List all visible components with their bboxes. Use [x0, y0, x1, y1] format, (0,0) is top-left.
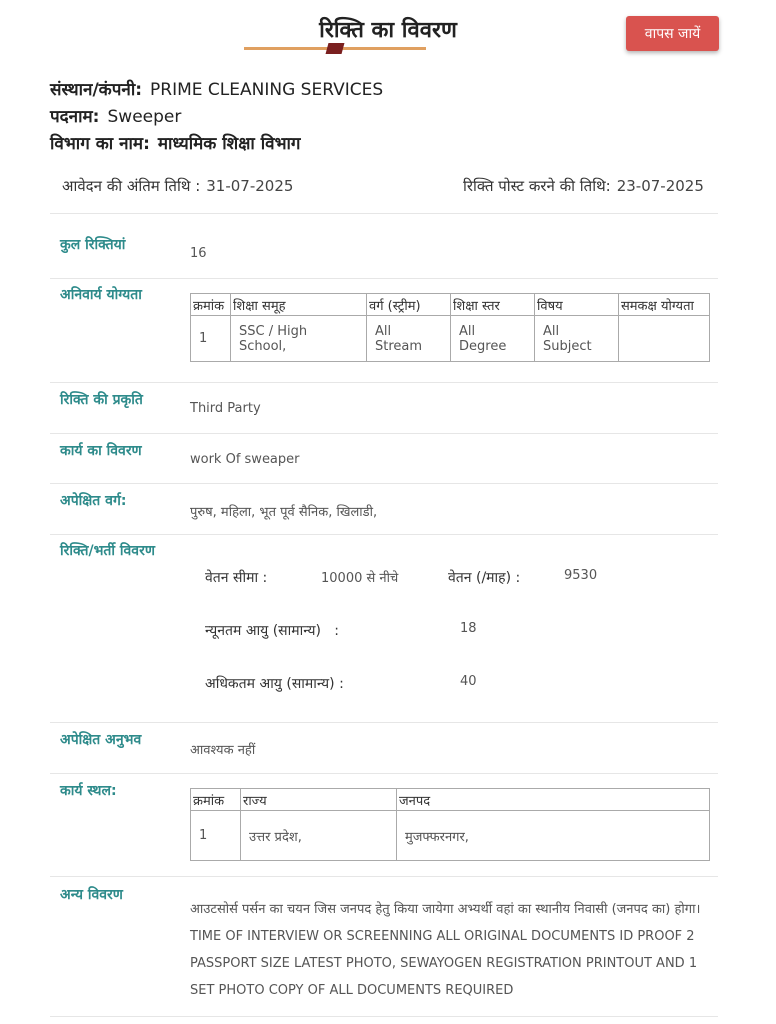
qualification-label: अनिवार्य योग्यता: [60, 287, 142, 303]
title-diamond-ornament: [326, 43, 345, 54]
divider: [50, 433, 718, 434]
table-header-row: [191, 294, 710, 316]
salary-range-label: वेतन सीमा :: [205, 570, 268, 586]
category-label: अपेक्षित वर्ग:: [60, 493, 127, 509]
min-age-label: न्यूनतम आयु (सामान्य) :: [205, 623, 340, 639]
work-location-label: कार्य स्थल:: [60, 783, 117, 799]
table-cell: All Stream: [367, 316, 451, 362]
max-age-label: अधिकतम आयु (सामान्य) :: [205, 676, 344, 692]
total-vacancies-value: 16: [190, 246, 207, 261]
vacancy-nature-value: Third Party: [190, 401, 261, 416]
column-header: क्रमांक: [191, 789, 241, 811]
post-date-value: 23-07-2025: [616, 177, 704, 195]
work-description-label: कार्य का विवरण: [60, 443, 142, 459]
table-row: [191, 316, 710, 362]
location-table: [190, 788, 710, 861]
department-label: विभाग का नाम:: [50, 134, 150, 154]
post-label: पदनाम:: [50, 107, 100, 127]
table-cell: [619, 316, 710, 362]
work-description-value: work Of sweaper: [190, 452, 300, 467]
company-value: PRIME CLEANING SERVICES: [150, 80, 384, 100]
column-header: जनपद: [397, 789, 710, 811]
divider: [50, 773, 718, 774]
column-header: समकक्ष योग्यता: [619, 294, 710, 316]
divider: [50, 213, 718, 214]
salary-value: 9530: [564, 568, 598, 583]
recruitment-label: रिक्ति/भर्ती विवरण: [60, 543, 155, 559]
total-vacancies-label: कुल रिक्तियां: [60, 237, 126, 253]
company-line: [50, 77, 383, 100]
post-date: [463, 176, 704, 196]
salary-range-value: 10000 से नीचे: [321, 571, 399, 586]
experience-label: अपेक्षित अनुभव: [60, 732, 142, 748]
qualification-table: [190, 293, 710, 362]
table-cell: 1: [191, 316, 231, 362]
post-line: [50, 104, 181, 127]
department-value: माध्यमिक शिक्षा विभाग: [157, 134, 301, 154]
column-header: विषय: [535, 294, 619, 316]
table-row: [191, 811, 710, 861]
department-line: [50, 131, 301, 154]
last-date-value: 31-07-2025: [206, 177, 294, 195]
table-cell: All Degree: [451, 316, 535, 362]
last-date-label: आवेदन की अंतिम तिथि :: [62, 177, 201, 195]
page-title: रिक्ति का विवरण: [319, 18, 457, 43]
back-button[interactable]: वापस जायें: [626, 16, 719, 51]
experience-value: आवश्यक नहीं: [190, 743, 256, 758]
min-age-value: 18: [460, 621, 477, 636]
last-date: [62, 176, 293, 196]
company-label: संस्थान/कंपनी:: [50, 80, 143, 100]
max-age-value: 40: [460, 674, 477, 689]
table-cell: मुजफ्फरनगर,: [397, 811, 710, 861]
divider: [50, 278, 718, 279]
table-cell: उत्तर प्रदेश,: [241, 811, 397, 861]
divider: [50, 534, 718, 535]
column-header: वर्ग (स्ट्रीम): [367, 294, 451, 316]
table-cell: All Subject: [535, 316, 619, 362]
salary-label: वेतन (/माह) :: [448, 570, 521, 586]
post-date-label: रिक्ति पोस्ट करने की तिथि:: [463, 177, 611, 195]
column-header: शिक्षा समूह: [231, 294, 367, 316]
divider: [50, 722, 718, 723]
other-details-label: अन्य विवरण: [60, 887, 123, 903]
table-header-row: [191, 789, 710, 811]
divider: [50, 382, 718, 383]
table-cell: SSC / High School,: [231, 316, 367, 362]
post-value: Sweeper: [107, 107, 182, 127]
vacancy-nature-label: रिक्ति की प्रकृति: [60, 392, 143, 408]
column-header: क्रमांक: [191, 294, 231, 316]
divider: [50, 483, 718, 484]
divider: [50, 876, 718, 877]
other-details-value: आउटसोर्स पर्सन का चयन जिस जनपद हेतु किया जायेगा अभ्यर्थी वहां का स्थानीय निवासी (जनपद का) होगा।TIME OF INTERVIEW OR SCREENNING ALL ORIGINAL DOCUMENTS ID PROOF 2 PASSPORT SIZE LATEST PHOTO, SEWAYOGEN REGISTRATION PRINTOUT AND 1 SET PHOTO COPY OF ALL DOCUMENTS REQUIRED: [190, 902, 701, 998]
column-header: शिक्षा स्तर: [451, 294, 535, 316]
divider: [50, 1016, 718, 1017]
table-cell: 1: [191, 811, 241, 861]
category-value: पुरुष, महिला, भूत पूर्व सैनिक, खिलाडी,: [190, 505, 378, 520]
column-header: राज्य: [241, 789, 397, 811]
